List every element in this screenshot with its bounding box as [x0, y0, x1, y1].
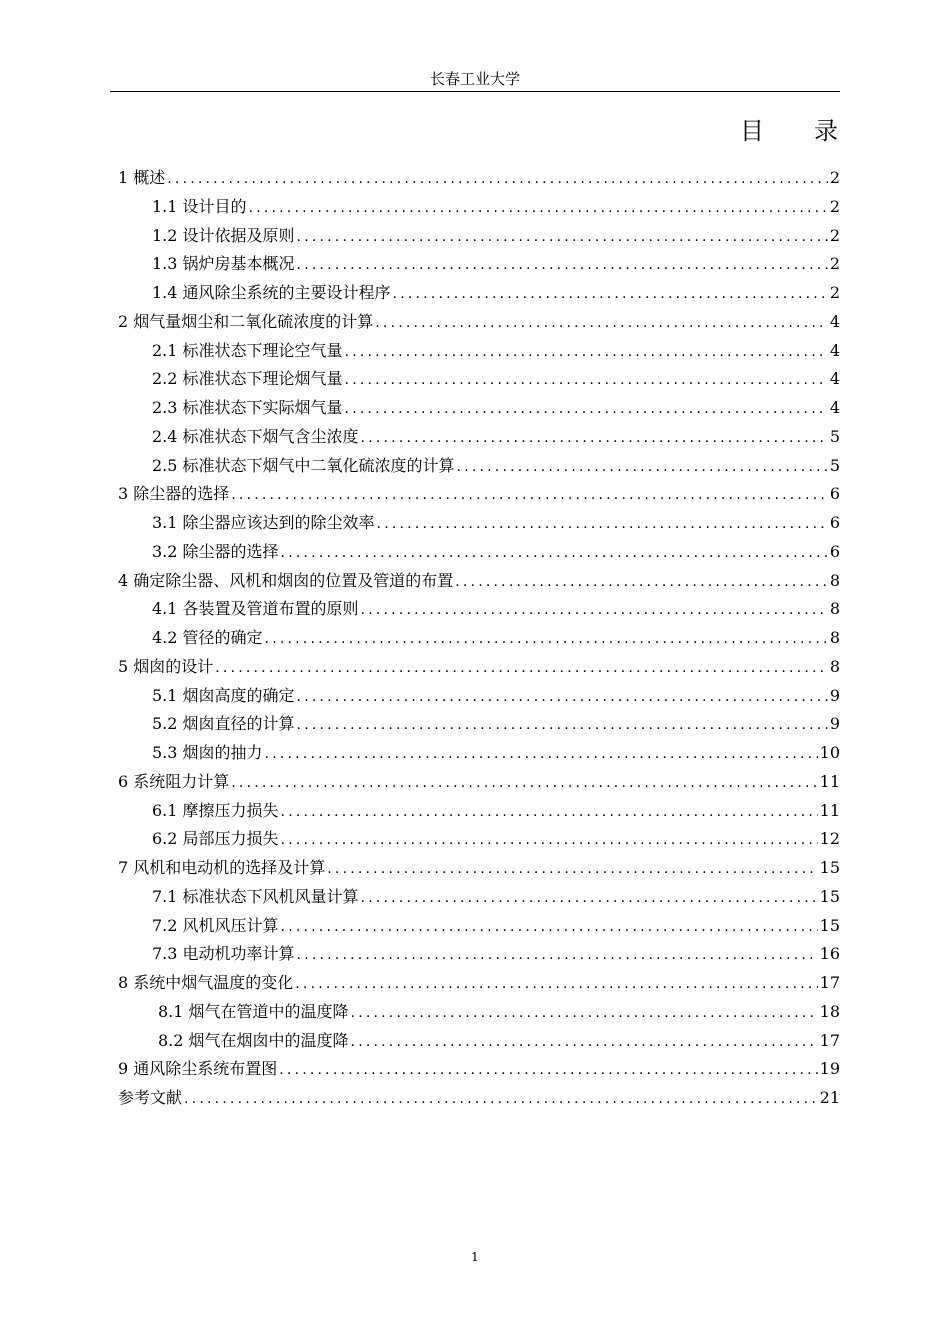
toc-leader-dots [361, 596, 828, 625]
toc-title [740, 114, 838, 148]
toc-entry-label: 1 概述 [118, 168, 166, 187]
toc-entry-label: 1.2 设计依据及原则 [152, 225, 295, 245]
toc-entry-label: 6.2 局部压力损失 [152, 829, 279, 849]
toc-entry-page: 8 [829, 628, 840, 647]
toc-entry[interactable] [118, 193, 840, 222]
toc-leader-dots [393, 280, 828, 309]
toc-leader-dots [327, 855, 817, 884]
toc-entry-label: 7.2 风机风压计算 [152, 915, 279, 935]
toc-leader-dots [167, 165, 828, 194]
toc-entry[interactable] [118, 480, 840, 509]
toc-entry[interactable] [118, 624, 840, 653]
toc-entry-label: 2.2 标准状态下理论烟气量 [152, 369, 343, 389]
toc-entry-label: 7 风机和电动机的选择及计算 [118, 858, 326, 877]
toc-entry-page: 2 [829, 254, 840, 274]
toc-leader-dots [295, 970, 817, 999]
toc-entry-page: 8 [829, 599, 840, 619]
toc-entry[interactable] [118, 739, 840, 768]
toc-leader-dots [351, 1028, 818, 1057]
toc-entry[interactable] [118, 912, 840, 941]
toc-entry-label: 8.2 烟气在烟囱中的温度降 [158, 1030, 349, 1050]
toc-entry-label: 2.4 标准状态下烟气含尘浓度 [152, 426, 359, 446]
toc-entry[interactable] [118, 394, 840, 423]
toc-entry-page: 8 [829, 570, 840, 590]
toc-entry[interactable] [118, 222, 840, 251]
toc-entry-page: 4 [829, 311, 840, 331]
toc-entry-page: 19 [819, 1059, 840, 1079]
toc-entry-page: 17 [819, 1030, 840, 1050]
toc-leader-dots [297, 711, 828, 740]
toc-entry-label: 5.1 烟囱高度的确定 [152, 685, 295, 705]
toc-leader-dots [345, 338, 828, 367]
toc-leader-dots [281, 913, 818, 942]
toc-leader-dots [297, 223, 828, 252]
page-header: 长春工业大学 [429, 70, 520, 88]
toc-entry-page: 5 [829, 455, 840, 475]
toc-entry-page: 15 [819, 915, 840, 935]
toc-entry-page: 2 [829, 168, 840, 187]
toc-entry[interactable] [118, 825, 840, 854]
toc-entry-label: 6 系统阻力计算 [118, 771, 230, 791]
toc-leader-dots [249, 194, 828, 223]
toc-entry-label: 2 烟气量烟尘和二氧化硫浓度的计算 [118, 311, 374, 331]
toc-leader-dots [351, 999, 818, 1028]
toc-entry-label: 参考文献 [118, 1088, 183, 1107]
toc-leader-dots [297, 683, 828, 712]
toc-entry-label: 7.1 标准状态下风机风量计算 [152, 886, 359, 906]
toc-leader-dots [265, 740, 818, 769]
toc-entry-label: 3 除尘器的选择 [118, 484, 230, 504]
toc-entry[interactable] [118, 653, 840, 682]
toc-leader-dots [345, 366, 828, 395]
toc-entry[interactable] [118, 595, 840, 624]
toc-leader-dots [231, 481, 828, 510]
toc-entry-page: 16 [819, 944, 840, 964]
toc-leader-dots [281, 539, 828, 568]
header-divider [110, 91, 840, 92]
toc-entry[interactable] [118, 567, 840, 596]
toc-leader-dots [265, 625, 828, 654]
table-of-contents [118, 164, 840, 1113]
toc-entry[interactable] [118, 854, 840, 883]
toc-entry[interactable] [118, 1027, 840, 1056]
toc-entry-label: 7.3 电动机功率计算 [152, 944, 295, 964]
toc-entry-page: 8 [829, 656, 840, 676]
toc-leader-dots [279, 1056, 817, 1085]
toc-entry[interactable] [118, 337, 840, 366]
toc-entry-label: 5 烟囱的设计 [118, 656, 214, 676]
toc-leader-dots [281, 798, 818, 827]
toc-entry-page: 17 [819, 973, 840, 992]
toc-entry-label: 8.1 烟气在管道中的温度降 [158, 1001, 349, 1021]
toc-entry[interactable] [118, 164, 840, 193]
toc-entry-page: 6 [829, 513, 840, 532]
toc-leader-dots [375, 309, 828, 338]
toc-entry[interactable] [118, 710, 840, 739]
toc-entry-label: 4.2 管径的确定 [152, 628, 263, 647]
toc-entry-page: 10 [819, 743, 840, 762]
toc-entry-page: 21 [819, 1088, 840, 1107]
toc-entry[interactable] [118, 768, 840, 797]
toc-leader-dots [457, 453, 828, 482]
toc-entry-page: 2 [829, 225, 840, 245]
toc-leader-dots [377, 510, 828, 539]
toc-entry-label: 4 确定除尘器、风机和烟囱的位置及管道的布置 [118, 570, 454, 590]
toc-entry-label: 9 通风除尘系统布置图 [118, 1059, 278, 1079]
toc-entry-label: 6.1 摩擦压力损失 [152, 800, 279, 820]
toc-entry-page: 5 [829, 426, 840, 446]
toc-entry-label: 1.4 通风除尘系统的主要设计程序 [152, 283, 391, 302]
toc-leader-dots [281, 826, 818, 855]
toc-leader-dots [455, 568, 828, 597]
toc-entry-page: 6 [829, 541, 840, 561]
page-number: 1 [471, 1250, 479, 1264]
toc-entry-page: 18 [819, 1001, 840, 1021]
toc-entry[interactable] [118, 279, 840, 308]
toc-entry[interactable] [118, 682, 840, 711]
toc-entry-label: 3.2 除尘器的选择 [152, 541, 279, 561]
toc-entry-page: 2 [829, 283, 840, 302]
toc-entry-page: 2 [829, 196, 840, 216]
toc-entry[interactable] [118, 969, 840, 998]
toc-entry[interactable] [118, 940, 840, 969]
toc-leader-dots [184, 1085, 818, 1114]
toc-entry-page: 11 [819, 771, 840, 791]
toc-entry-page: 11 [819, 800, 840, 820]
toc-entry-label: 2.5 标准状态下烟气中二氧化硫浓度的计算 [152, 455, 455, 475]
toc-leader-dots [361, 424, 828, 453]
toc-entry-label: 4.1 各装置及管道布置的原则 [152, 599, 359, 619]
toc-entry-page: 6 [829, 484, 840, 504]
toc-entry[interactable] [118, 308, 840, 337]
toc-title-right: 录 [814, 117, 838, 145]
toc-entry-page: 12 [819, 829, 840, 849]
toc-leader-dots [297, 941, 818, 970]
toc-leader-dots [231, 769, 817, 798]
toc-entry[interactable] [118, 452, 840, 481]
toc-entry-label: 5.3 烟囱的抽力 [152, 743, 263, 762]
toc-entry-label: 5.2 烟囱直径的计算 [152, 714, 295, 734]
toc-entry-page: 9 [829, 714, 840, 734]
toc-entry[interactable] [118, 998, 840, 1027]
toc-entry[interactable] [118, 797, 840, 826]
toc-leader-dots [215, 654, 828, 683]
toc-leader-dots [361, 884, 818, 913]
toc-entry-label: 2.1 标准状态下理论空气量 [152, 340, 343, 360]
toc-entry-page: 4 [829, 369, 840, 389]
toc-entry-page: 4 [829, 398, 840, 417]
toc-leader-dots [297, 251, 828, 280]
toc-entry-page: 4 [829, 340, 840, 360]
toc-entry[interactable] [118, 1055, 840, 1084]
toc-entry-page: 15 [819, 886, 840, 906]
toc-entry[interactable] [118, 365, 840, 394]
toc-entry[interactable] [118, 423, 840, 452]
toc-entry[interactable] [118, 883, 840, 912]
toc-entry-label: 2.3 标准状态下实际烟气量 [152, 398, 343, 417]
toc-entry[interactable] [118, 250, 840, 279]
toc-entry-label: 3.1 除尘器应该达到的除尘效率 [152, 513, 375, 532]
toc-entry-label: 1.1 设计目的 [152, 196, 247, 216]
toc-entry-label: 8 系统中烟气温度的变化 [118, 973, 294, 992]
toc-entry[interactable] [118, 538, 840, 567]
toc-entry[interactable] [118, 509, 840, 538]
toc-title-left: 目 [740, 117, 764, 145]
toc-entry[interactable] [118, 1084, 840, 1113]
toc-entry-page: 9 [829, 685, 840, 705]
toc-entry-page: 15 [819, 858, 840, 877]
toc-leader-dots [345, 395, 828, 424]
toc-entry-label: 1.3 锅炉房基本概况 [152, 254, 295, 274]
